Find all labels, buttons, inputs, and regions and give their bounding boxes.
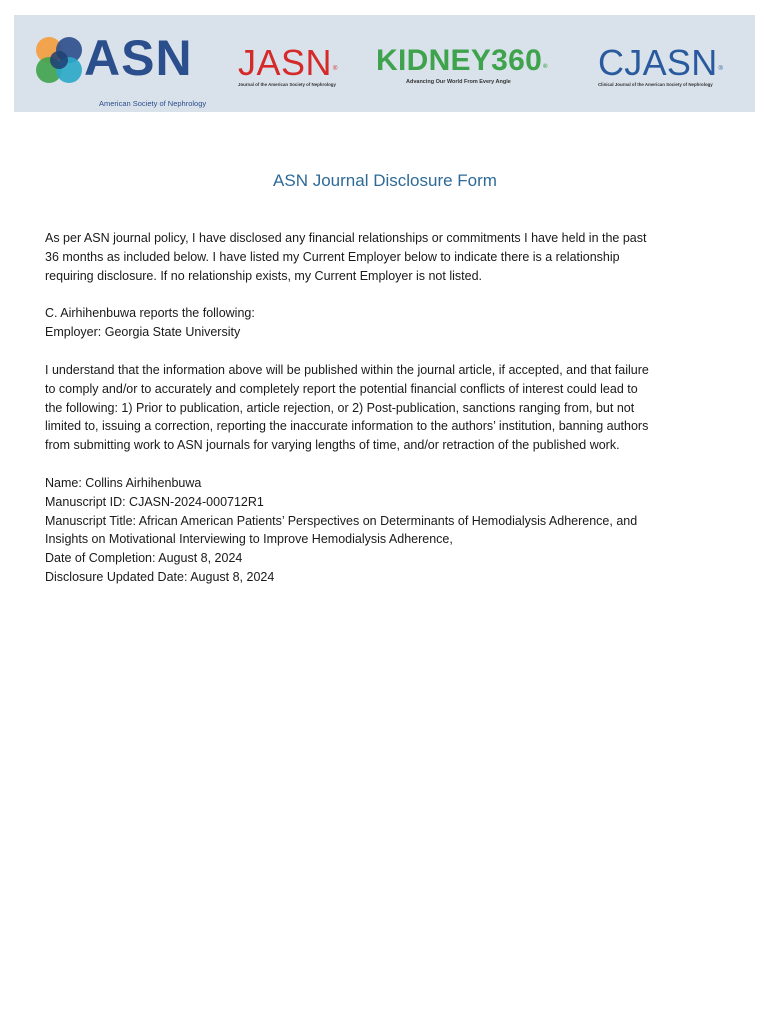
intro-line: requiring disclosure. If no relationship exists, my Current Employer is not listed. bbox=[45, 268, 482, 283]
completion-date-line: Date of Completion: August 8, 2024 bbox=[45, 551, 243, 566]
understand-line: from submitting work to ASN journals for varying lengths of time, and/or retraction of the published work. bbox=[45, 438, 620, 453]
cjasn-logo bbox=[598, 43, 728, 93]
intro-line: 36 months as included below. I have listed my Current Employer below to indicate there is a relationship bbox=[45, 249, 620, 264]
cjasn-subtitle: Clinical Journal of the American Society of Nephrology bbox=[598, 82, 713, 87]
form-title: ASN Journal Disclosure Form bbox=[273, 171, 497, 190]
journal-logos-banner bbox=[14, 15, 755, 112]
understand-line: I understand that the information above will be published within the journal article, if accepted, and that failure bbox=[45, 362, 649, 377]
understand-line: to comply and/or to accurately and completely report the potential financial conflicts of interest could lead to bbox=[45, 381, 638, 396]
manuscript-title-line: Manuscript Title: African American Patients’ Perspectives on Determinants of Hemodialysis Adherence, and bbox=[45, 513, 638, 528]
kidney360-subtitle: Advancing Our World From Every Angle bbox=[406, 79, 511, 85]
employer-line: Employer: Georgia State University bbox=[45, 325, 241, 340]
asn-emblem-icon bbox=[32, 33, 88, 89]
cjasn-wordmark: CJASN® bbox=[598, 42, 724, 83]
updated-date-line: Disclosure Updated Date: August 8, 2024 bbox=[45, 569, 275, 584]
intro-line: As per ASN journal policy, I have disclosed any financial relationships or commitments I have held in the past bbox=[45, 231, 647, 245]
asn-wordmark: ASN bbox=[84, 30, 193, 86]
jasn-logo bbox=[238, 43, 348, 93]
manuscript-title-line: Insights on Motivational Interviewing to Improve Hemodialysis Adherence, bbox=[45, 532, 453, 547]
kidney360-wordmark: KIDNEY360® bbox=[376, 44, 548, 77]
kidney360-logo bbox=[376, 43, 556, 93]
understand-line: limited to, issuing a correction, reporting the inaccurate information to the authors’ institution, banning authors bbox=[45, 419, 649, 434]
reports-line: C. Airhihenbuwa reports the following: bbox=[45, 306, 255, 321]
asn-subtitle: American Society of Nephrology bbox=[99, 99, 207, 108]
understand-line: the following: 1) Prior to publication, article rejection, or 2) Post-publication, sanctions ranging from, but not bbox=[45, 400, 635, 415]
form-body bbox=[45, 229, 735, 587]
name-line: Name: Collins Airhihenbuwa bbox=[45, 475, 202, 490]
jasn-subtitle: Journal of the American Society of Nephrology bbox=[238, 82, 336, 87]
jasn-wordmark: JASN® bbox=[238, 42, 338, 83]
asn-logo bbox=[32, 30, 212, 108]
manuscript-id-line: Manuscript ID: CJASN-2024-000712R1 bbox=[45, 494, 264, 509]
